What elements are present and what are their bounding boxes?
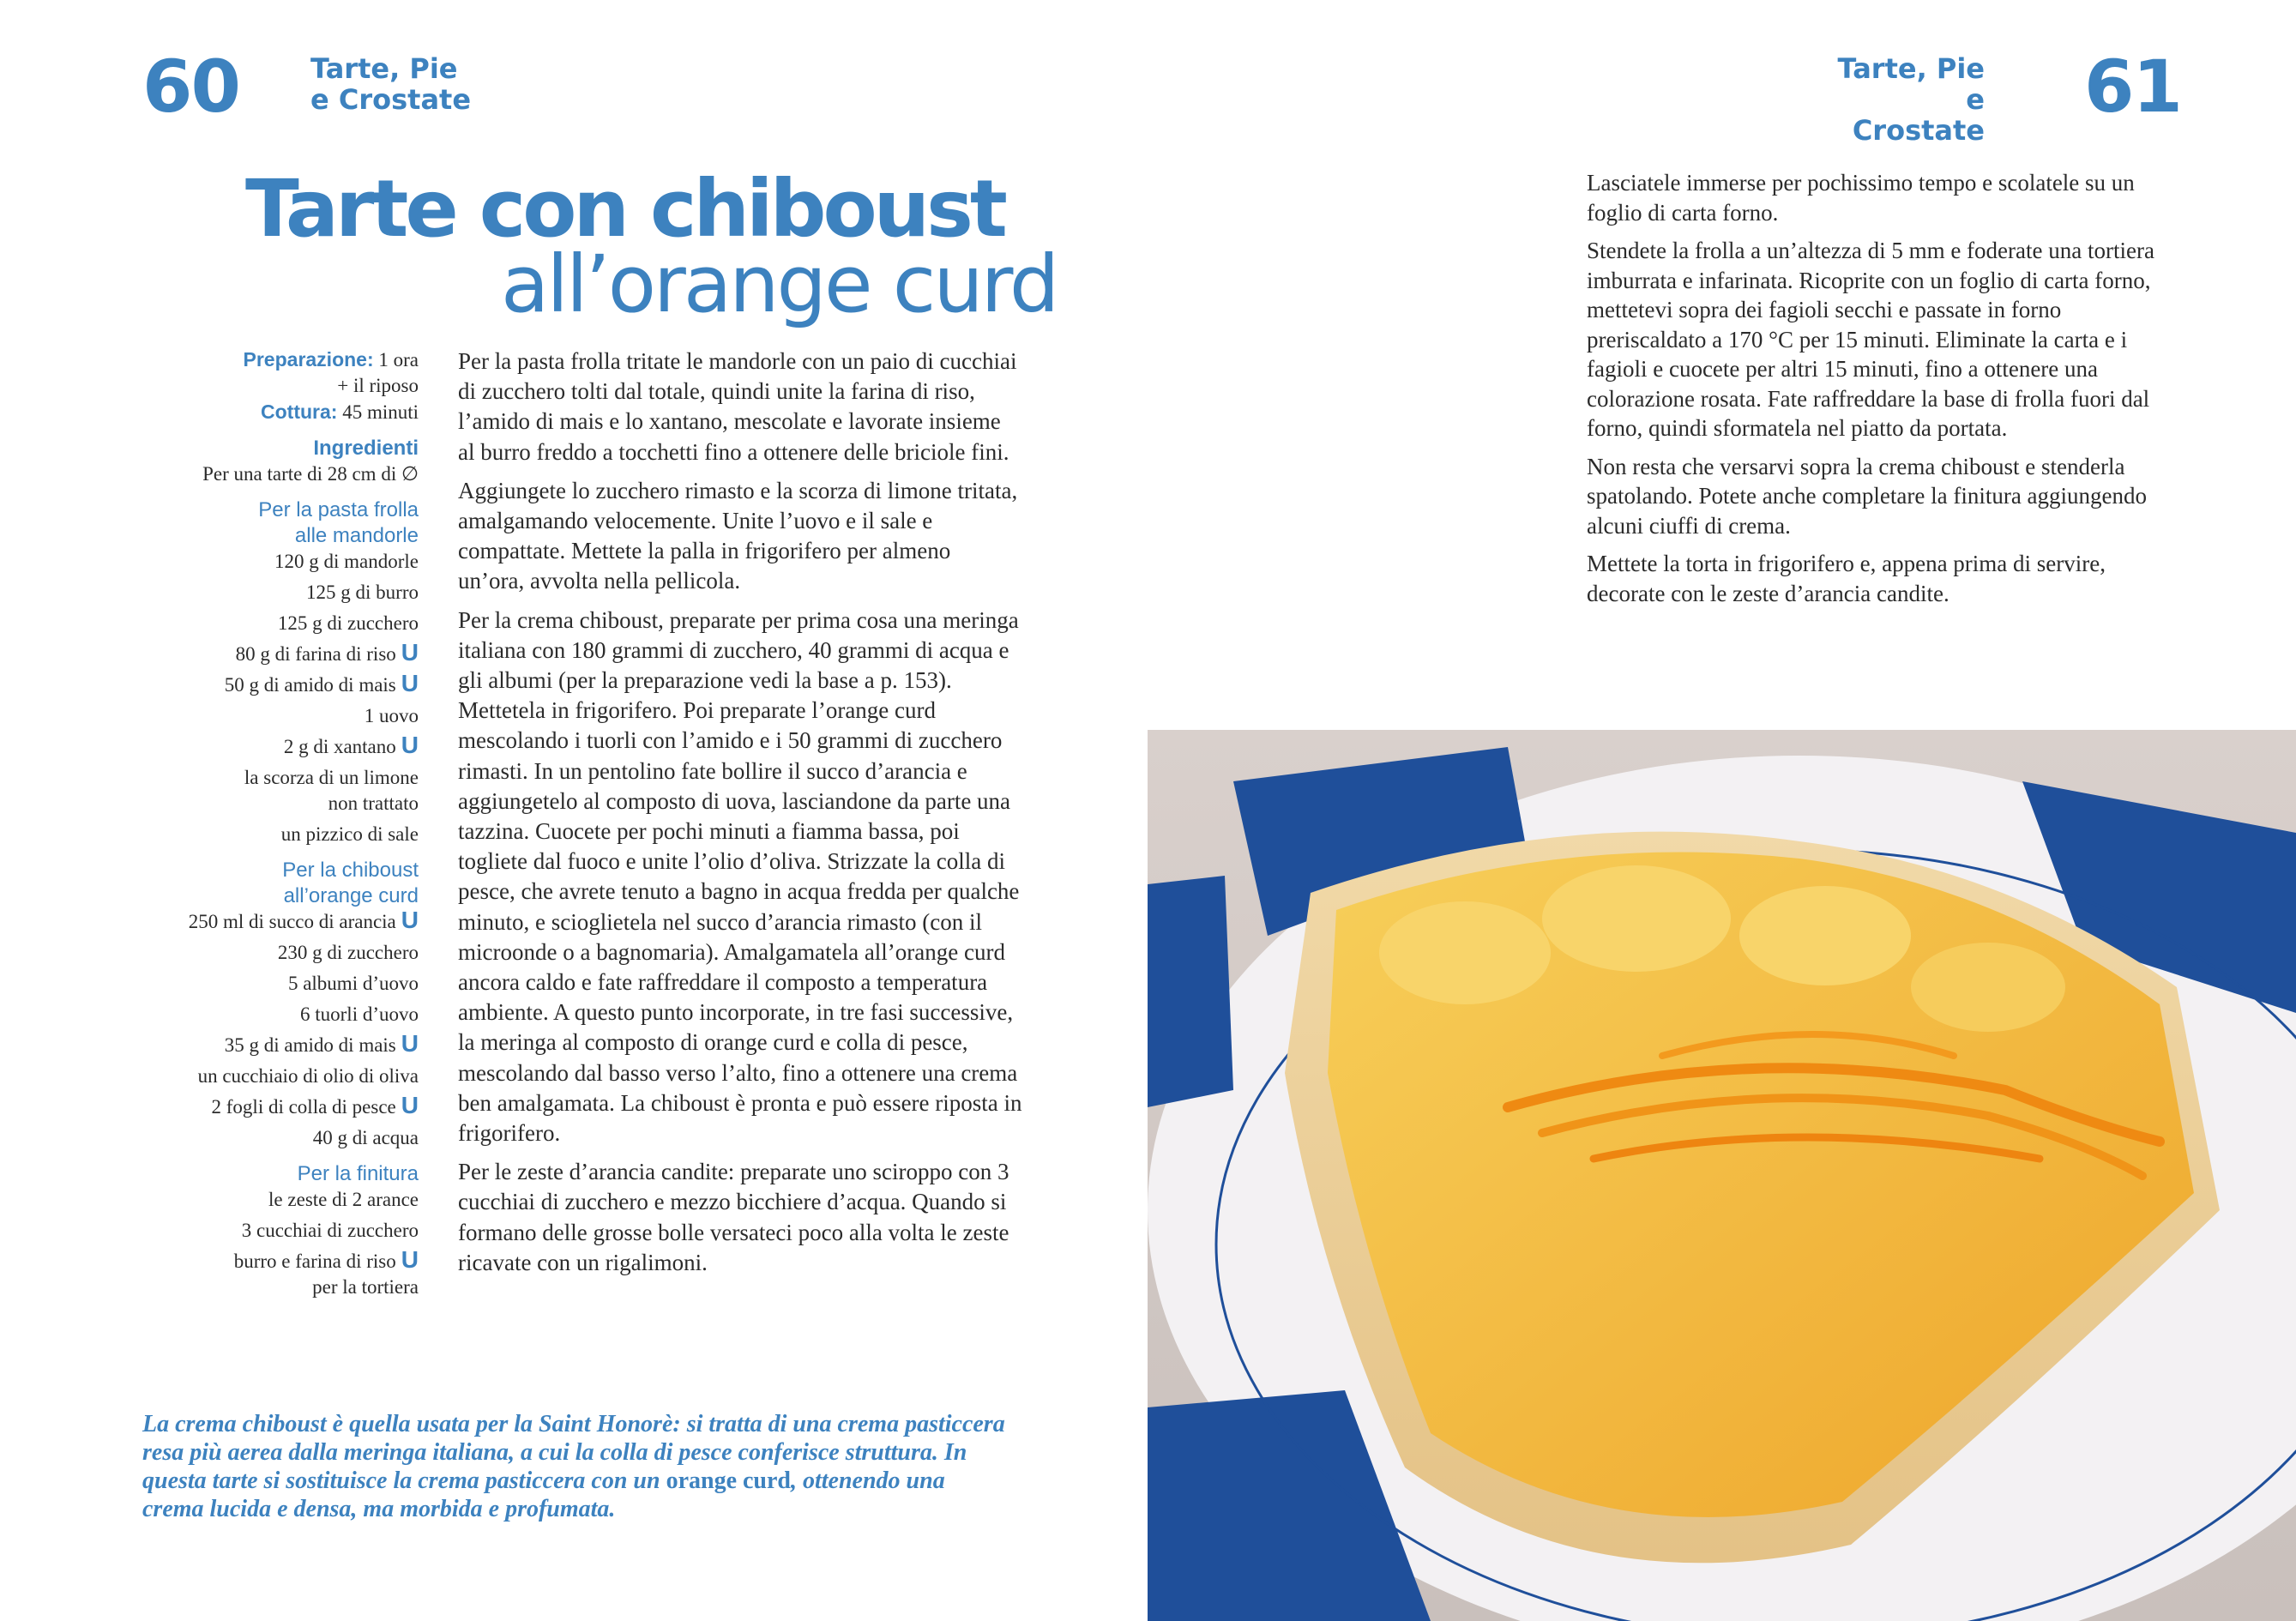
ingredient-item xyxy=(129,1002,419,1027)
method-paragraph: Stendete la frolla a un’altezza di 5 mm e foderate una tortiera imburrata e infarinata. Ricoprite con un foglio di carta forno, mettetevi sopra dei fagioli secchi e passate in forno preriscaldato a 170 °C per 15 minuti. Eliminate la carta e i fagioli e cuocete per altri 15 minuti, fino a ottenere una colorazione rosata. Fate raffreddare la base di frolla fuori dal forno, quindi sformatela nel piatto da portata. xyxy=(1587,238,2154,441)
ingredient-text: 5 albumi d’uovo xyxy=(287,973,419,994)
left-page-number: 60 xyxy=(142,45,239,129)
ingredient-item xyxy=(129,611,419,636)
ingredient-item xyxy=(129,1030,419,1058)
ingredient-text: 6 tuorli d’uovo xyxy=(300,1003,419,1025)
ingredient-text: 3 cucchiai di zucchero xyxy=(241,1220,419,1241)
ingredient-group-heading: Per la chiboust xyxy=(282,859,419,882)
cook-value: 45 minuti xyxy=(337,401,419,423)
ingredient-item xyxy=(129,940,419,966)
ingredient-item xyxy=(129,971,419,997)
section-title-line2: e Crostate xyxy=(310,83,472,116)
ingredient-item xyxy=(129,1125,419,1151)
ingredient-item xyxy=(129,734,419,760)
ingredient-item xyxy=(129,765,419,817)
note-text-2: , ottenendo una crema lucida e densa, ma morbida e profumata. xyxy=(142,1467,945,1522)
ingredient-text: 230 g di zucchero xyxy=(277,942,419,963)
tarte-illustration xyxy=(1148,730,2296,1621)
ingredient-text: 250 ml di succo di arancia xyxy=(188,911,396,932)
ingredient-item xyxy=(129,580,419,606)
section-title-line2: e Crostate xyxy=(1852,83,1985,147)
method-paragraph: Per la pasta frolla tritate le mandorle con un paio di cucchiai di zucchero tolti dal totale, quindi unite la farina di riso, l’amido di mais e lo xantano, mescolate e lavorate insieme al burro freddo a tocchetti fino a ottenere delle briciole fini. xyxy=(458,348,1017,465)
section-title-line1: Tarte, Pie xyxy=(310,52,458,85)
ingredient-text: 1 uovo xyxy=(364,705,419,726)
method-paragraph: Lasciatele immerse per pochissimo tempo e scolatele su un foglio di carta forno. xyxy=(1587,170,2135,226)
note-text-1: La crema chiboust è quella usata per la Saint Honorè: si tratta di una crema pasticcera resa più aerea dalla meringa italiana, a cui la colla di pesce conferisce struttura. In questa tarte si sostituisce la crema pasticcera con un xyxy=(142,1411,1005,1494)
section-title-right xyxy=(1827,53,1985,146)
ingredient-item xyxy=(129,639,419,667)
method-paragraph: Aggiungete lo zucchero rimasto e la scorza di limone tritata, amalgamando velocemente. Unite l’uovo e il sale e compattate. Mettete la palla in frigorifero per almeno un’ora, avvolta nella pellicola. xyxy=(458,477,1018,594)
gluten-free-mark-icon: U xyxy=(401,670,419,696)
right-page-number: 61 xyxy=(2084,45,2181,129)
cream-tuft xyxy=(1739,886,1911,985)
gluten-free-mark-icon: U xyxy=(401,907,419,933)
chiboust-note xyxy=(142,1410,1009,1523)
ingredients-heading: Ingredienti xyxy=(313,437,419,460)
ingredient-item xyxy=(129,549,419,575)
ingredient-text: le zeste di 2 arance xyxy=(268,1189,419,1210)
ingredient-group-heading-line2: all’orange curd xyxy=(283,884,419,907)
method-paragraph: Per le zeste d’arancia candite: preparate uno sciroppo con 3 cucchiai di zucchero e mezzo bicchiere d’acqua. Quando si formano delle grosse bolle versateci poco alla volta le zeste ricavate con un rigalimoni. xyxy=(458,1159,1009,1275)
ingredient-text: burro e farina di riso xyxy=(233,1250,396,1272)
method-paragraph: Per la crema chiboust, preparate per prima cosa una meringa italiana con 180 grammi di zucchero, 40 grammi di acqua e gli albumi (per la preparazione vedi la base a p. 153). Mettetela in frigorifero. Poi preparate l’orange curd mescolando i tuorli con l’amido e i 50 grammi di zucchero rimasti. In un pentolino fate bollire il succo d’arancia e aggiungetelo al composto di uova, lasciandone da parte una tazzina. Cuocete per pochi minuti a fiamma bassa, poi togliete dal fuoco e unite l’olio d’oliva. Strizzate la colla di pesce, che avrete tenuto a bagno in acqua fredda per qualche minuto, e scioglietela nel succo d’arancia rimasto (con il microonde o a bagnomaria). Amalgamatela all’orange curd ancora caldo e fate raffreddare il composto a temperatura ambiente. A questo punto incorporate, in tre fasi successive, la meringa al composto di orange curd e colla di pesce, mescolando dal basso verso l’alto, fino a ottenere una crema ben amalgamata. La chiboust è pronta e può essere riposta in frigorifero. xyxy=(458,606,1022,1147)
ingredient-item xyxy=(129,1218,419,1244)
ingredient-item xyxy=(129,1246,419,1300)
cream-tuft xyxy=(1379,901,1551,1004)
ingredient-item xyxy=(129,1187,419,1213)
tarte-photo xyxy=(1148,730,2296,1621)
method-paragraph: Mettete la torta in frigorifero e, appena prima di servire, decorate con le zeste d’arancia candite. xyxy=(1587,551,2106,606)
plate-pattern-blue xyxy=(1148,876,1233,1107)
ingredient-item xyxy=(129,1064,419,1089)
ingredient-item xyxy=(129,909,419,935)
section-title-line1: Tarte, Pie xyxy=(1837,52,1985,85)
ingredient-text: 80 g di farina di riso xyxy=(235,643,396,665)
ingredient-text: 120 g di mandorle xyxy=(274,551,419,572)
ingredient-text: un pizzico di sale xyxy=(280,823,419,845)
ingredient-text: 125 g di zucchero xyxy=(277,612,419,634)
ingredient-text: 50 g di amido di mais xyxy=(224,674,396,696)
ingredient-item xyxy=(129,1094,419,1120)
cook-label: Cottura: xyxy=(261,401,338,423)
ingredient-item xyxy=(129,822,419,847)
ingredient-text: un cucchiaio di olio di oliva xyxy=(197,1065,419,1087)
cook-time xyxy=(129,399,419,425)
ingredient-text: 35 g di amido di mais xyxy=(224,1034,396,1056)
ingredient-text: 125 g di burro xyxy=(306,582,419,603)
ingredients-sidebar xyxy=(129,346,419,1305)
ingredient-text: la scorza di un limone xyxy=(244,767,419,788)
ingredient-item xyxy=(129,672,419,698)
gluten-free-mark-icon: U xyxy=(401,732,419,758)
recipe-title-line1: Tarte con chiboust xyxy=(245,163,1004,255)
method-column-right xyxy=(1587,168,2170,617)
ingredient-text: 2 g di xantano xyxy=(283,736,396,757)
ingredient-text: 40 g di acqua xyxy=(312,1127,419,1148)
recipe-title-line2: all’orange curd xyxy=(501,238,1058,330)
cream-tuft xyxy=(1911,943,2065,1032)
prep-value: 1 ora xyxy=(373,349,419,371)
gluten-free-mark-icon: U xyxy=(401,639,419,666)
ingredient-text: 2 fogli di colla di pesce xyxy=(211,1096,396,1118)
gluten-free-mark-icon: U xyxy=(401,1092,419,1118)
gluten-free-mark-icon: U xyxy=(401,1246,419,1273)
section-title-left xyxy=(310,53,471,115)
ingredient-group-heading-line2: alle mandorle xyxy=(294,524,419,547)
prep-rest: + il riposo xyxy=(337,375,419,396)
ingredient-group-heading: Per la finitura xyxy=(297,1162,419,1185)
ingredient-groups xyxy=(129,497,419,1300)
ingredient-group-heading: Per la pasta frolla xyxy=(258,498,419,521)
gluten-free-mark-icon: U xyxy=(401,1030,419,1057)
note-emphasis: orange curd xyxy=(666,1467,791,1494)
prep-time xyxy=(129,346,419,373)
ingredient-text-line2: non trattato xyxy=(328,792,419,814)
cream-tuft xyxy=(1542,865,1731,972)
ingredient-item xyxy=(129,703,419,729)
method-column-left xyxy=(458,346,1022,1287)
method-paragraph: Non resta che versarvi sopra la crema chiboust e stenderla spatolando. Potete anche completare la finitura aggiungendo alcuni ciuffi di crema. xyxy=(1587,453,2148,539)
serving-size: Per una tarte di 28 cm di ∅ xyxy=(202,463,419,485)
prep-label: Preparazione: xyxy=(243,348,374,371)
ingredient-text-line2: per la tortiera xyxy=(312,1276,419,1298)
